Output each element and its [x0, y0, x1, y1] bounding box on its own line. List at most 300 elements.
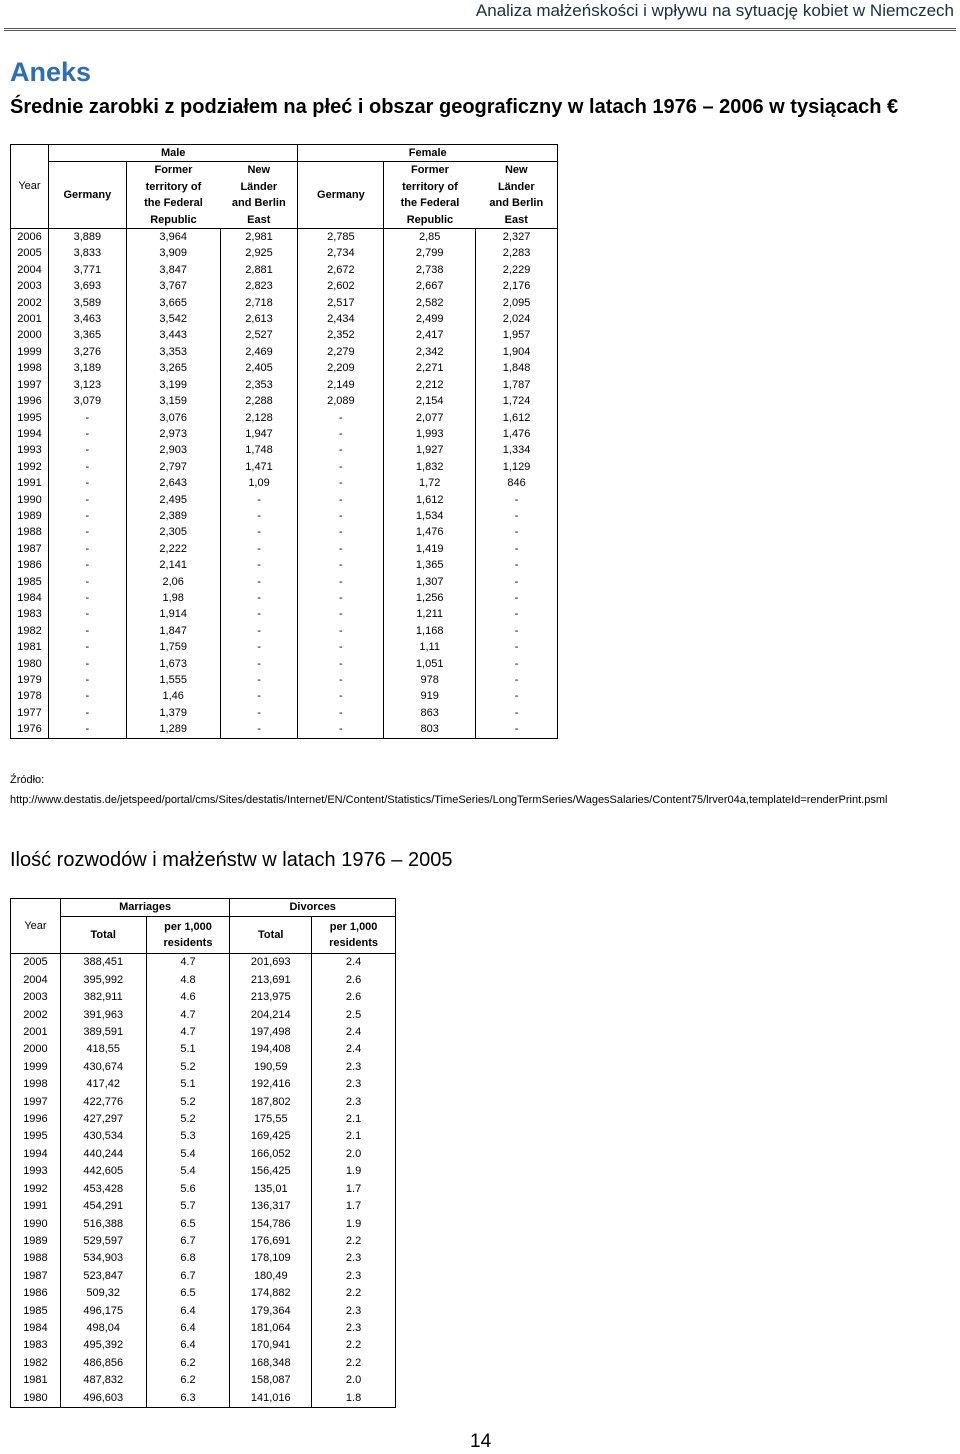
- table-row: [11, 972, 396, 989]
- divorces-per-1000-cell: 2.2: [312, 1233, 396, 1250]
- divorces-per-1000-cell: 2.4: [312, 954, 396, 972]
- male-former-territory-cell: 2,495: [126, 492, 220, 508]
- male-former-territory-cell: 3,199: [126, 377, 220, 393]
- divorces-total-cell: 201,693: [230, 954, 312, 972]
- divorces-total-cell: 135,01: [230, 1181, 312, 1198]
- marriages-per-1000-cell: 5.2: [146, 1059, 230, 1076]
- table-row: [11, 672, 558, 688]
- male-former-territory-cell: 1,46: [126, 688, 220, 704]
- female-new-laender-cell: 2,095: [476, 295, 558, 311]
- male-former-territory-cell: 2,141: [126, 557, 220, 573]
- female-former-header-l3: the Federal: [400, 197, 460, 210]
- year-cell: 1992: [11, 1181, 61, 1198]
- female-new-laender-cell: -: [476, 574, 558, 590]
- male-new-laender-cell: -: [220, 590, 298, 606]
- female-former-territory-cell: 2,738: [384, 262, 476, 278]
- year-header: Year: [11, 145, 49, 229]
- male-germany-cell: -: [48, 557, 126, 573]
- year-cell: 2004: [11, 262, 49, 278]
- female-new-laender-cell: 1,724: [476, 393, 558, 409]
- female-former-territory-cell: 2,154: [384, 393, 476, 409]
- male-germany-cell: -: [48, 705, 126, 721]
- male-new-laender-cell: -: [220, 705, 298, 721]
- female-new-laender-cell: 2,176: [476, 278, 558, 294]
- divorces-per-1000-cell: 2.0: [312, 1372, 396, 1389]
- male-former-header-l1: Former: [126, 162, 220, 179]
- table-row: [11, 410, 558, 426]
- year-cell: 1999: [11, 1059, 61, 1076]
- table-row: [11, 1337, 396, 1354]
- divorces-total-header: Total: [230, 917, 312, 954]
- female-new-laender-cell: -: [476, 606, 558, 622]
- table-row: [11, 1094, 396, 1111]
- male-new-laender-cell: -: [220, 524, 298, 540]
- female-new-laender-cell: 1,787: [476, 377, 558, 393]
- header-rule: [4, 28, 956, 31]
- male-germany-cell: 3,365: [48, 327, 126, 343]
- female-new-laender-cell: -: [476, 623, 558, 639]
- table-row: [11, 688, 558, 704]
- year-cell: 1994: [11, 426, 49, 442]
- male-new-laender-cell: -: [220, 623, 298, 639]
- year-cell: 1978: [11, 688, 49, 704]
- male-new-laender-cell: 1,748: [220, 442, 298, 458]
- male-germany-cell: -: [48, 590, 126, 606]
- table-row: [11, 245, 558, 261]
- year-cell: 1981: [11, 1372, 61, 1389]
- male-new-laender-cell: 2,128: [220, 410, 298, 426]
- male-former-territory-cell: 3,767: [126, 278, 220, 294]
- year-cell: 1993: [11, 1163, 61, 1180]
- marriages-per-1000-cell: 5.1: [146, 1041, 230, 1058]
- female-germany-cell: -: [298, 688, 384, 704]
- male-germany-cell: -: [48, 492, 126, 508]
- divorces-per-1000-cell: 1.7: [312, 1198, 396, 1215]
- divorces-total-cell: 174,882: [230, 1285, 312, 1302]
- male-germany-cell: -: [48, 475, 126, 491]
- male-germany-cell: 3,889: [48, 229, 126, 246]
- female-germany-cell: 2,434: [298, 311, 384, 327]
- male-new-laender-cell: -: [220, 688, 298, 704]
- female-germany-cell: -: [298, 459, 384, 475]
- marriages-total-cell: 496,175: [60, 1303, 146, 1320]
- year-cell: 1998: [11, 1076, 61, 1093]
- marriages-total-cell: 495,392: [60, 1337, 146, 1354]
- table-row: [11, 426, 558, 442]
- year-cell: 1988: [11, 524, 49, 540]
- female-germany-cell: -: [298, 639, 384, 655]
- divorces-per-1000-cell: 1.7: [312, 1181, 396, 1198]
- female-germany-cell: -: [298, 705, 384, 721]
- female-former-territory-cell: 1,11: [384, 639, 476, 655]
- male-former-header-l3: the Federal: [144, 197, 203, 210]
- year-cell: 1989: [11, 1233, 61, 1250]
- female-new-laender-cell: 2,024: [476, 311, 558, 327]
- female-former-territory-cell: 1,534: [384, 508, 476, 524]
- divorces-per-1000-cell: 2.4: [312, 1041, 396, 1058]
- female-germany-cell: 2,517: [298, 295, 384, 311]
- female-germany-cell: -: [298, 541, 384, 557]
- marriages-total-cell: 427,297: [60, 1111, 146, 1128]
- year-cell: 1991: [11, 1198, 61, 1215]
- year-header: Year: [11, 899, 61, 954]
- table-row: [11, 721, 558, 738]
- marriages-total-cell: 496,603: [60, 1390, 146, 1408]
- male-former-header-l2: territory of: [145, 180, 202, 193]
- female-former-territory-cell: 978: [384, 672, 476, 688]
- year-cell: 1986: [11, 1285, 61, 1302]
- source-url[interactable]: http://www.destatis.de/jetspeed/portal/cms/Sites/destatis/Internet/EN/Content/Statistics/TimeSeries/LongTermSeries/WagesSalaries/Content75/lrver04a,templateId=renderPrint.psml: [10, 794, 888, 806]
- male-germany-cell: 3,833: [48, 245, 126, 261]
- marriages-per-1000-cell: 6.4: [146, 1303, 230, 1320]
- female-germany-cell: -: [298, 442, 384, 458]
- divorces-per-1000-cell: 2.2: [312, 1337, 396, 1354]
- marriages-total-cell: 529,597: [60, 1233, 146, 1250]
- male-germany-cell: -: [48, 688, 126, 704]
- marriages-per-1000-cell: 6.3: [146, 1390, 230, 1408]
- male-new-laender-cell: -: [220, 541, 298, 557]
- divorces-per-1000-cell: 2.0: [312, 1146, 396, 1163]
- female-former-territory-cell: 919: [384, 688, 476, 704]
- divorces-total-cell: 136,317: [230, 1198, 312, 1215]
- male-former-territory-cell: 1,914: [126, 606, 220, 622]
- female-germany-cell: 2,734: [298, 245, 384, 261]
- divorces-total-cell: 168,348: [230, 1355, 312, 1372]
- divorces-total-cell: 213,975: [230, 989, 312, 1006]
- marriages-total-cell: 395,992: [60, 972, 146, 989]
- female-new-laender-cell: 1,612: [476, 410, 558, 426]
- marriages-total-cell: 534,903: [60, 1250, 146, 1267]
- male-germany-cell: 3,589: [48, 295, 126, 311]
- divorces-total-cell: 197,498: [230, 1024, 312, 1041]
- earnings-table-title: Średnie zarobki z podziałem na płeć i obszar geograficzny w latach 1976 – 2006 w tysiącach €: [10, 96, 899, 118]
- year-cell: 1988: [11, 1250, 61, 1267]
- year-cell: 1984: [11, 1320, 61, 1337]
- male-germany-cell: 3,276: [48, 344, 126, 360]
- male-former-territory-cell: 2,903: [126, 442, 220, 458]
- table-row: [11, 1059, 396, 1076]
- marriages-per-1000-cell: 4.7: [146, 954, 230, 972]
- female-germany-cell: -: [298, 656, 384, 672]
- divorces-total-cell: 213,691: [230, 972, 312, 989]
- year-cell: 1982: [11, 623, 49, 639]
- female-former-territory-cell: 2,85: [384, 229, 476, 246]
- male-new-laender-cell: -: [220, 639, 298, 655]
- divorces-header: Divorces: [230, 899, 396, 917]
- table-row: [11, 1216, 396, 1233]
- female-former-territory-cell: 2,667: [384, 278, 476, 294]
- year-cell: 1982: [11, 1355, 61, 1372]
- male-new-laender-cell: 2,823: [220, 278, 298, 294]
- female-new-laender-cell: -: [476, 557, 558, 573]
- marriages-per-1000-cell: 6.2: [146, 1372, 230, 1389]
- male-former-territory-cell: 3,076: [126, 410, 220, 426]
- female-new-laender-cell: -: [476, 721, 558, 738]
- table-row: [11, 1163, 396, 1180]
- female-former-territory-cell: 863: [384, 705, 476, 721]
- female-former-header-l4: Republic: [384, 212, 476, 229]
- earnings-table-body: [11, 229, 558, 739]
- male-former-territory-cell: 1,379: [126, 705, 220, 721]
- marriages-per-header-l2: residents: [163, 937, 213, 950]
- marriages-per-1000-cell: 5.1: [146, 1076, 230, 1093]
- female-germany-cell: -: [298, 606, 384, 622]
- year-cell: 1991: [11, 475, 49, 491]
- divorces-total-cell: 169,425: [230, 1128, 312, 1145]
- female-former-territory-cell: 1,051: [384, 656, 476, 672]
- table-row: [11, 393, 558, 409]
- female-former-territory-cell: 1,307: [384, 574, 476, 590]
- male-former-territory-cell: 3,542: [126, 311, 220, 327]
- female-germany-cell: -: [298, 590, 384, 606]
- male-new-laender-cell: -: [220, 606, 298, 622]
- marriages-per-1000-cell: 5.4: [146, 1146, 230, 1163]
- female-germany-cell: -: [298, 557, 384, 573]
- source-label: Źródło:: [10, 774, 45, 786]
- marriages-per-1000-cell: 6.5: [146, 1216, 230, 1233]
- divorces-per-1000-cell: 2.4: [312, 1024, 396, 1041]
- male-new-laender-cell: 2,881: [220, 262, 298, 278]
- female-germany-cell: 2,089: [298, 393, 384, 409]
- marriages-total-cell: 487,832: [60, 1372, 146, 1389]
- year-cell: 1999: [11, 344, 49, 360]
- female-former-territory-cell: 2,417: [384, 327, 476, 343]
- male-new-laender-cell: -: [220, 721, 298, 738]
- female-former-territory-cell: 1,365: [384, 557, 476, 573]
- year-cell: 1977: [11, 705, 49, 721]
- year-cell: 1990: [11, 492, 49, 508]
- year-cell: 1990: [11, 1216, 61, 1233]
- marriages-per-1000-cell: 5.4: [146, 1163, 230, 1180]
- male-germany-cell: -: [48, 541, 126, 557]
- female-new-laender-cell: 846: [476, 475, 558, 491]
- table-row: [11, 1320, 396, 1337]
- source-note: [10, 770, 958, 810]
- table-row: [11, 574, 558, 590]
- table-row: [11, 1041, 396, 1058]
- divorces-per-1000-cell: 1.9: [312, 1163, 396, 1180]
- year-cell: 1998: [11, 360, 49, 376]
- divorces-per-1000-cell: 2.3: [312, 1076, 396, 1093]
- table-row: [11, 1076, 396, 1093]
- male-new-laender-cell: 1,09: [220, 475, 298, 491]
- year-cell: 1979: [11, 672, 49, 688]
- male-new-laender-cell: -: [220, 574, 298, 590]
- female-former-territory-cell: 1,993: [384, 426, 476, 442]
- male-former-territory-cell: 3,443: [126, 327, 220, 343]
- male-former-territory-cell: 2,643: [126, 475, 220, 491]
- male-germany-cell: 3,463: [48, 311, 126, 327]
- marriages-per-1000-cell: 6.7: [146, 1268, 230, 1285]
- female-germany-cell: -: [298, 574, 384, 590]
- marriages-total-cell: 430,674: [60, 1059, 146, 1076]
- table-row: [11, 475, 558, 491]
- female-germany-cell: 2,352: [298, 327, 384, 343]
- female-new-laender-cell: 1,904: [476, 344, 558, 360]
- year-cell: 1980: [11, 656, 49, 672]
- table-row: [11, 508, 558, 524]
- male-new-laender-cell: -: [220, 672, 298, 688]
- female-new-laender-cell: -: [476, 492, 558, 508]
- male-former-territory-cell: 1,289: [126, 721, 220, 738]
- male-germany-cell: 3,123: [48, 377, 126, 393]
- female-germany-cell: -: [298, 475, 384, 491]
- male-new-laender-cell: 2,353: [220, 377, 298, 393]
- table-row: [11, 442, 558, 458]
- year-cell: 1987: [11, 1268, 61, 1285]
- male-former-territory-cell: 3,159: [126, 393, 220, 409]
- divorces-per-1000-cell: 2.6: [312, 989, 396, 1006]
- year-cell: 1992: [11, 459, 49, 475]
- table-row: [11, 1372, 396, 1389]
- table-row: [11, 590, 558, 606]
- female-former-territory-cell: 2,582: [384, 295, 476, 311]
- marriages-total-cell: 509,32: [60, 1285, 146, 1302]
- female-new-laender-cell: 1,476: [476, 426, 558, 442]
- female-new-laender-cell: -: [476, 541, 558, 557]
- male-germany-cell: 3,771: [48, 262, 126, 278]
- table-row: [11, 262, 558, 278]
- female-new-laender-cell: -: [476, 639, 558, 655]
- female-germany-cell: 2,602: [298, 278, 384, 294]
- divorces-per-1000-cell: 2.2: [312, 1285, 396, 1302]
- male-former-territory-cell: 3,847: [126, 262, 220, 278]
- divorces-total-cell: 170,941: [230, 1337, 312, 1354]
- marriages-total-cell: 389,591: [60, 1024, 146, 1041]
- female-new-header-l3: and Berlin: [476, 195, 558, 211]
- male-former-territory-cell: 3,353: [126, 344, 220, 360]
- divorces-per-1000-cell: 2.5: [312, 1007, 396, 1024]
- divorces-total-cell: 156,425: [230, 1163, 312, 1180]
- year-cell: 2005: [11, 245, 49, 261]
- male-new-laender-cell: -: [220, 656, 298, 672]
- year-cell: 1994: [11, 1146, 61, 1163]
- female-germany-cell: 2,209: [298, 360, 384, 376]
- table-row: [11, 541, 558, 557]
- table-row: [11, 1128, 396, 1145]
- divorces-total-cell: 204,214: [230, 1007, 312, 1024]
- female-former-territory-cell: 1,419: [384, 541, 476, 557]
- female-new-laender-cell: -: [476, 688, 558, 704]
- female-former-header-l2: territory of: [402, 180, 458, 193]
- male-former-territory-cell: 1,759: [126, 639, 220, 655]
- male-former-territory-cell: 1,555: [126, 672, 220, 688]
- marriages-per-1000-cell: 4.6: [146, 989, 230, 1006]
- year-cell: 1989: [11, 508, 49, 524]
- marriages-per-1000-cell: 6.2: [146, 1355, 230, 1372]
- divorces-total-cell: 187,802: [230, 1094, 312, 1111]
- male-new-header-l2: Länder: [220, 179, 298, 195]
- table-row: [11, 1268, 396, 1285]
- male-new-laender-cell: 2,925: [220, 245, 298, 261]
- marriages-total-cell: 422,776: [60, 1094, 146, 1111]
- marriages-total-cell: 498,04: [60, 1320, 146, 1337]
- year-cell: 2005: [11, 954, 61, 972]
- divorces-total-cell: 192,416: [230, 1076, 312, 1093]
- year-cell: 2000: [11, 327, 49, 343]
- page-number: 14: [470, 1431, 492, 1452]
- female-former-territory-cell: 2,212: [384, 377, 476, 393]
- female-germany-cell: -: [298, 426, 384, 442]
- marriages-per-header: [146, 917, 230, 954]
- table-row: [11, 377, 558, 393]
- male-new-laender-cell: 2,288: [220, 393, 298, 409]
- table-row: [11, 954, 396, 972]
- female-germany-cell: 2,785: [298, 229, 384, 246]
- female-germany-cell: -: [298, 623, 384, 639]
- female-new-laender-cell: 1,848: [476, 360, 558, 376]
- year-cell: 1996: [11, 1111, 61, 1128]
- male-new-laender-cell: 2,981: [220, 229, 298, 246]
- year-cell: 2001: [11, 311, 49, 327]
- marriages-per-1000-cell: 6.4: [146, 1320, 230, 1337]
- marriages-table-title: Ilość rozwodów i małżeństw w latach 1976 – 2005: [10, 849, 453, 871]
- female-header: Female: [298, 145, 558, 162]
- year-cell: 2003: [11, 989, 61, 1006]
- male-new-laender-cell: 2,718: [220, 295, 298, 311]
- female-former-territory-cell: 1,72: [384, 475, 476, 491]
- marriages-total-cell: 418,55: [60, 1041, 146, 1058]
- female-germany-cell: -: [298, 672, 384, 688]
- divorces-total-cell: 180,49: [230, 1268, 312, 1285]
- table-row: [11, 1024, 396, 1041]
- male-former-territory-cell: 2,389: [126, 508, 220, 524]
- female-former-territory-cell: 2,499: [384, 311, 476, 327]
- male-former-territory-cell: 3,909: [126, 245, 220, 261]
- male-new-laender-cell: 1,471: [220, 459, 298, 475]
- table-row: [11, 639, 558, 655]
- table-row: [11, 1355, 396, 1372]
- female-new-header-l4: East: [476, 212, 558, 229]
- divorces-total-cell: 178,109: [230, 1250, 312, 1267]
- table-row: [11, 344, 558, 360]
- table-row: [11, 1146, 396, 1163]
- marriages-per-1000-cell: 4.8: [146, 972, 230, 989]
- divorces-per-header-l1: per 1,000: [329, 921, 378, 934]
- female-former-territory-cell: 1,832: [384, 459, 476, 475]
- male-new-laender-cell: 2,469: [220, 344, 298, 360]
- marriages-per-1000-cell: 4.7: [146, 1007, 230, 1024]
- year-cell: 2000: [11, 1041, 61, 1058]
- table-row: [11, 360, 558, 376]
- table-row: [11, 1303, 396, 1320]
- divorces-total-cell: 166,052: [230, 1146, 312, 1163]
- female-former-territory-cell: 1,927: [384, 442, 476, 458]
- male-former-territory-cell: 2,06: [126, 574, 220, 590]
- marriages-total-cell: 523,847: [60, 1268, 146, 1285]
- male-new-laender-cell: -: [220, 508, 298, 524]
- table-row: [11, 989, 396, 1006]
- female-new-laender-cell: -: [476, 705, 558, 721]
- table-row: [11, 524, 558, 540]
- marriages-per-1000-cell: 6.8: [146, 1250, 230, 1267]
- divorces-per-1000-cell: 2.3: [312, 1303, 396, 1320]
- male-germany-cell: -: [48, 442, 126, 458]
- marriages-per-1000-cell: 6.7: [146, 1233, 230, 1250]
- table-row: [11, 1198, 396, 1215]
- table-row: [11, 1250, 396, 1267]
- female-former-territory-cell: 1,612: [384, 492, 476, 508]
- male-former-territory-cell: 1,673: [126, 656, 220, 672]
- marriages-total-cell: 453,428: [60, 1181, 146, 1198]
- female-former-territory-cell: 803: [384, 721, 476, 738]
- female-germany-cell: -: [298, 492, 384, 508]
- male-germany-cell: -: [48, 459, 126, 475]
- table-row: [11, 1181, 396, 1198]
- male-germany-cell: -: [48, 410, 126, 426]
- marriages-table-body: [11, 954, 396, 1408]
- table-row: [11, 278, 558, 294]
